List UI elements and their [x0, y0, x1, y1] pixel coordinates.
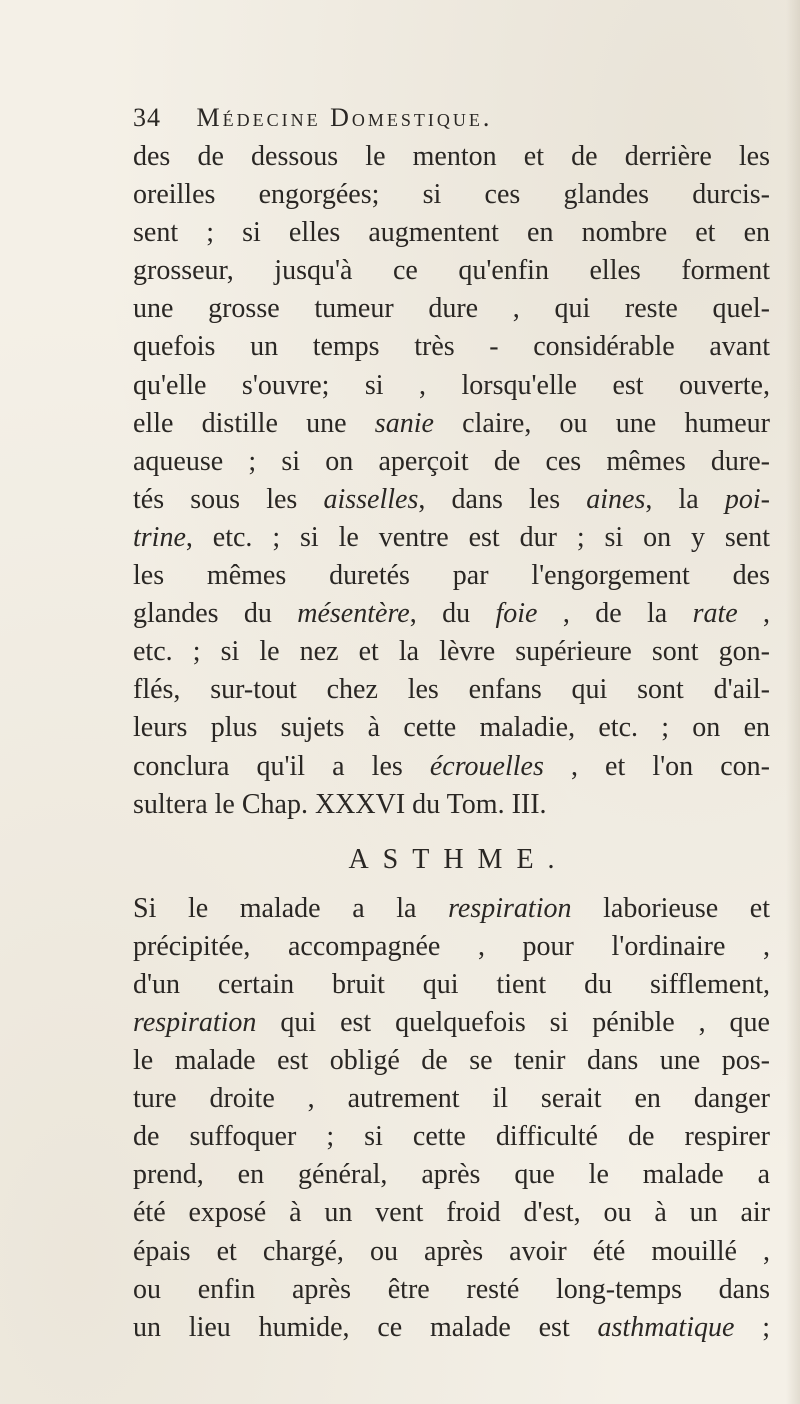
text-line: ou enfin après être resté long-temps dans	[133, 1273, 770, 1305]
text-line: elle distille une sanie claire, ou une humeur	[133, 407, 771, 439]
italic-term: poi-	[724, 483, 770, 515]
text-line: les mêmes duretés par l'engorgement des	[133, 560, 770, 592]
running-head	[133, 103, 693, 139]
italic-term: trine	[133, 521, 186, 553]
italic-term: asthmatique	[597, 1311, 735, 1343]
text-line: épais et chargé, ou après avoir été mouillé ,	[133, 1235, 770, 1267]
text-block	[133, 138, 770, 1347]
italic-term: sanie	[374, 407, 434, 439]
paragraph-2	[133, 890, 770, 1347]
running-title: Médecine Domestique.	[196, 103, 493, 132]
text-line: qu'elle s'ouvre; si , lorsqu'elle est ouverte,	[133, 369, 770, 401]
italic-term: respiration	[133, 1006, 257, 1038]
text-line: été exposé à un vent froid d'est, ou à un air	[133, 1197, 770, 1229]
text-line: un lieu humide, ce malade est asthmatique ;	[133, 1311, 770, 1343]
text-line: ture droite , autrement il serait en danger	[133, 1083, 770, 1115]
text-line: respiration qui est quelquefois si pénible , que	[133, 1006, 770, 1038]
text-line: leurs plus sujets à cette maladie, etc. ; on en	[133, 712, 770, 744]
text-line: des de dessous le menton et de derrière les	[133, 141, 770, 172]
text-line: prend, en général, après que le malade a	[133, 1159, 770, 1191]
text-line: tés sous les aisselles, dans les aines, la poi-	[133, 483, 770, 515]
text-line: flés, sur-tout chez les enfans qui sont d'ail-	[133, 674, 770, 706]
page-number: 34	[133, 103, 161, 132]
text-line: de suffoquer ; si cette difficulté de respirer	[133, 1121, 770, 1153]
italic-term: écrouelles	[429, 750, 544, 782]
text-line: d'un certain bruit qui tient du sifflement,	[133, 968, 770, 1000]
text-line: quefois un temps très - considérable avant	[133, 331, 770, 363]
text-line: oreilles engorgées; si ces glandes durcis-	[133, 179, 770, 211]
text-line: le malade est obligé de se tenir dans une pos-	[133, 1045, 770, 1077]
text-line: sultera le Chap. XXXVI du Tom. III.	[133, 788, 547, 820]
text-line: etc. ; si le nez et la lèvre supérieure sont gon-	[133, 636, 770, 668]
text-line: sent ; si elles augmentent en nombre et en	[133, 217, 770, 249]
italic-term: respiration	[448, 892, 572, 924]
paragraph-1	[133, 138, 770, 824]
italic-term: aines	[586, 483, 646, 515]
text-line: une grosse tumeur dure , qui reste quel-	[133, 293, 770, 325]
text-line: précipitée, accompagnée , pour l'ordinaire ,	[133, 930, 770, 962]
section-heading: ASTHME.	[348, 843, 569, 875]
text-line: aqueuse ; si on aperçoit de ces mêmes dure-	[133, 445, 770, 477]
text-line: Si le malade a la respiration laborieuse et	[133, 892, 770, 924]
text-line: grosseur, jusqu'à ce qu'enfin elles forment	[133, 255, 770, 287]
italic-term: rate	[692, 598, 738, 630]
italic-term: mésentère	[297, 598, 410, 630]
italic-term: aisselles	[323, 483, 419, 515]
page-edge-shadow	[786, 0, 800, 1404]
text-line: glandes du mésentère, du foie , de la rate ,	[133, 598, 771, 630]
text-line: trine, etc. ; si le ventre est dur ; si on y sent	[133, 521, 770, 553]
text-line: conclura qu'il a les écrouelles , et l'on con-	[133, 750, 770, 782]
italic-term: foie	[495, 598, 538, 630]
